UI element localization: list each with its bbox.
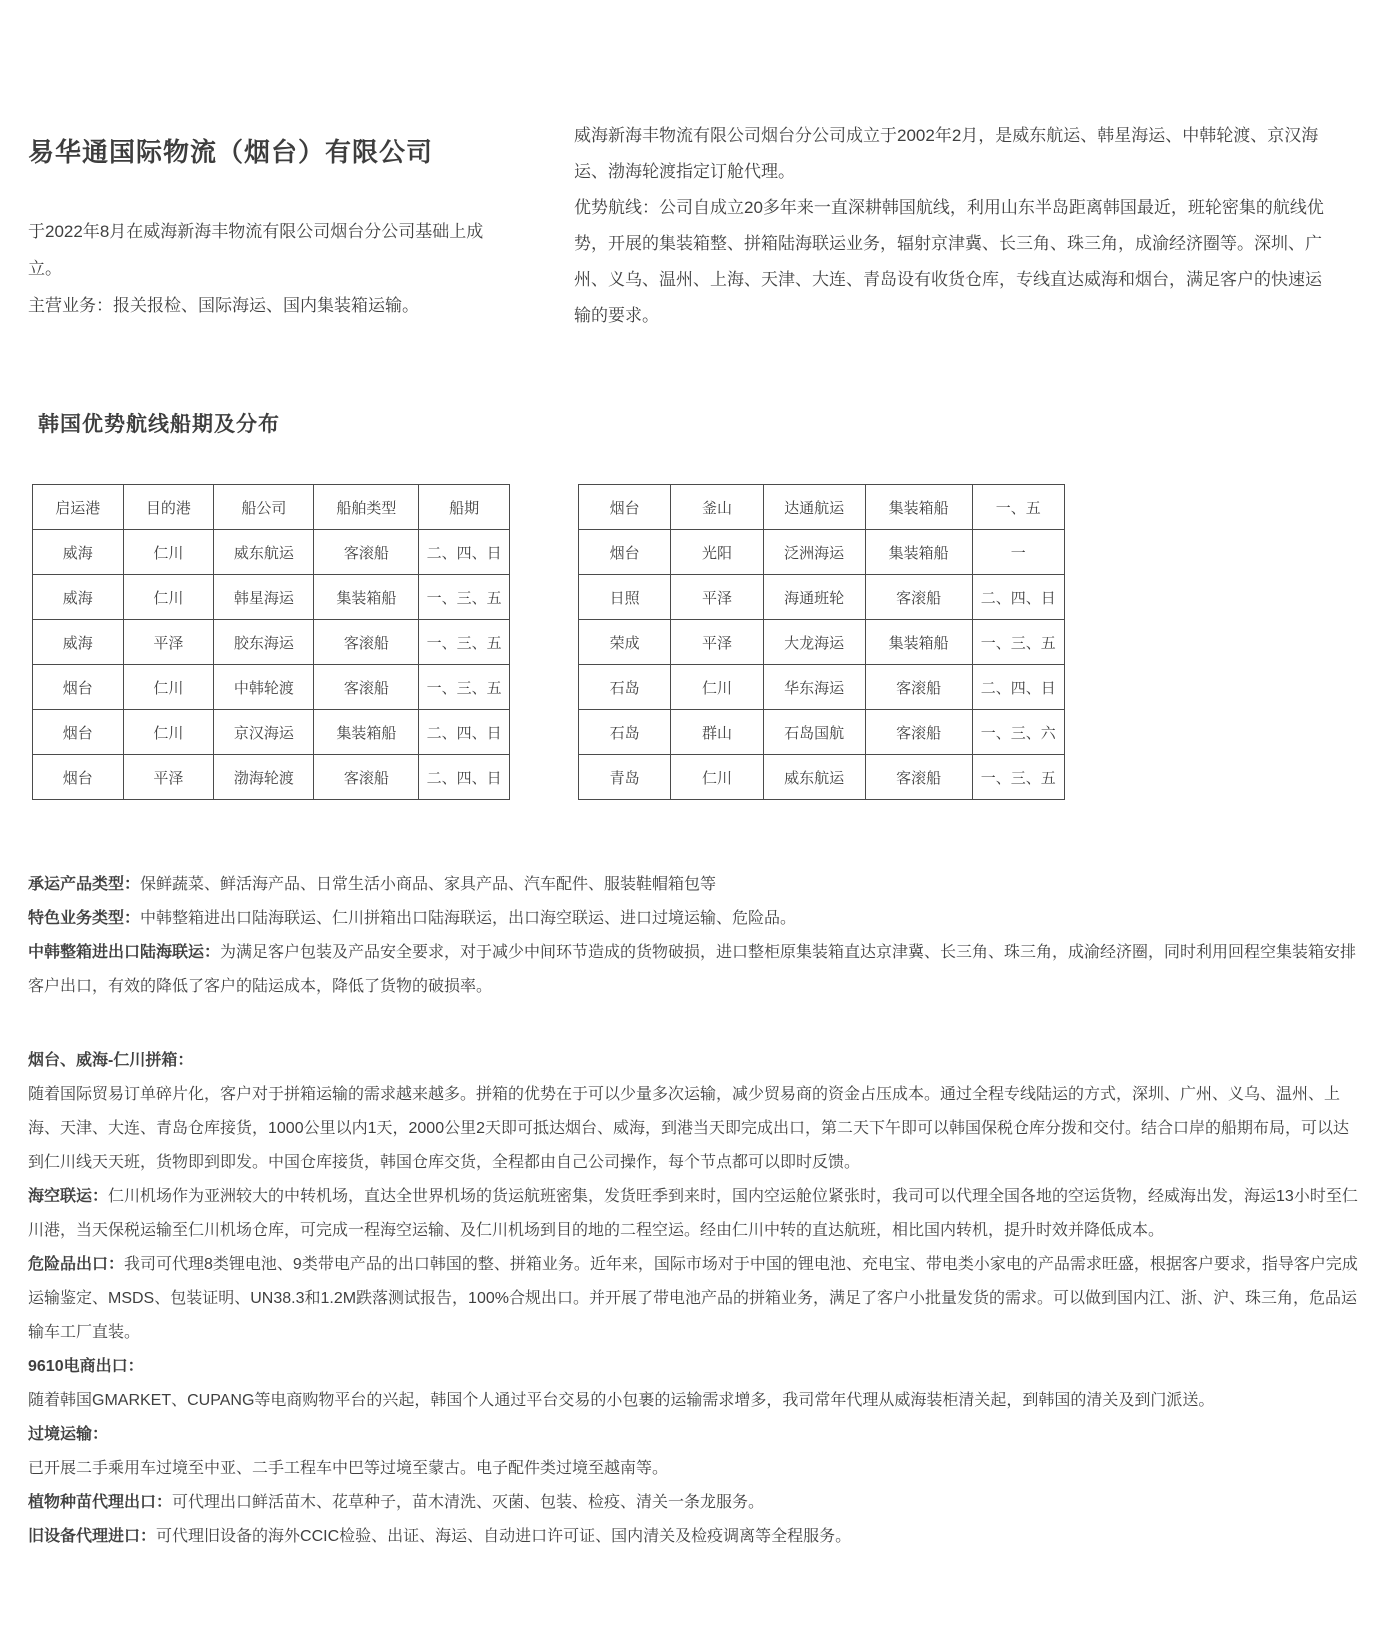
service-paragraph	[28, 868, 1364, 902]
table-cell: 仁川	[123, 530, 214, 575]
service-text: 可代理出口鲜活苗木、花草种子，苗木清洗、灭菌、包装、检疫、清关一条龙服务。	[172, 1494, 765, 1511]
about-paragraph-2: 优势航线：公司自成立20多年来一直深耕韩国航线，利用山东半岛距离韩国最近，班轮密集的航线优势，开展的集装箱整、拼箱陆海联运业务，辐射京津冀、长三角、珠三角，成渝经济圈等。深圳、广州、义乌、温州、上海、天津、大连、青岛设有收货仓库，专线直达威海和烟台，满足客户的快速运输的要求。	[574, 198, 1324, 325]
table-cell: 集装箱船	[865, 620, 972, 665]
table-cell: 烟台	[579, 530, 671, 575]
service-paragraph	[28, 936, 1364, 1004]
service-label: 烟台、威海-仁川拼箱：	[28, 1052, 194, 1069]
table-cell: 达通航运	[763, 485, 865, 530]
table-cell: 二、四、日	[419, 710, 510, 755]
table-row	[579, 620, 1065, 665]
service-text: 我司可代理8类锂电池、9类带电产品的出口韩国的整、拼箱业务。近年来，国际市场对于中国的锂电池、充电宝、带电类小家电的产品需求旺盛，根据客户要求，指导客户完成运输鉴定、MSDS、包装证明、UN38.3和1.2M跌落测试报告，100%合规出口。并开展了带电池产品的拼箱业务，满足了客户小批量发货的需求。可以做到国内江、浙、沪、珠三角，危品运输车工厂直装。	[28, 1256, 1358, 1341]
table-row	[579, 485, 1065, 530]
table-cell: 仁川	[671, 665, 763, 710]
schedule-table-right	[578, 484, 1065, 800]
table-cell: 釜山	[671, 485, 763, 530]
table-cell: 渤海轮渡	[214, 755, 314, 800]
table-row	[579, 710, 1065, 755]
table-cell: 平泽	[123, 620, 214, 665]
service-label: 海空联运：	[28, 1188, 109, 1205]
table-cell: 一、三、五	[419, 575, 510, 620]
table-cell: 烟台	[579, 485, 671, 530]
table-cell: 荣成	[579, 620, 671, 665]
table-cell: 一、五	[972, 485, 1064, 530]
table-cell: 威海	[33, 530, 124, 575]
table-cell: 群山	[671, 710, 763, 755]
table-cell: 一	[972, 530, 1064, 575]
service-text: 中韩整箱进出口陆海联运、仁川拼箱出口陆海联运，出口海空联运、进口过境运输、危险品。	[140, 910, 797, 927]
table-cell: 威海	[33, 575, 124, 620]
table-cell: 威海	[33, 620, 124, 665]
service-paragraph	[28, 1418, 1364, 1452]
table-row	[579, 530, 1065, 575]
table-cell: 集装箱船	[314, 710, 419, 755]
table-cell: 客滚船	[314, 665, 419, 710]
service-label: 旧设备代理进口：	[28, 1528, 157, 1545]
col-header-destination-port: 目的港	[123, 485, 214, 530]
service-label: 危险品出口：	[28, 1256, 125, 1273]
service-label: 承运产品类型：	[28, 876, 141, 893]
service-paragraph	[28, 1044, 1364, 1078]
table-cell: 仁川	[671, 755, 763, 800]
service-label: 植物种苗代理出口：	[28, 1494, 173, 1511]
table-cell: 一、三、五	[419, 665, 510, 710]
table-row	[33, 530, 510, 575]
table-cell: 客滚船	[865, 575, 972, 620]
table-cell: 中韩轮渡	[214, 665, 314, 710]
table-cell: 一、三、五	[972, 755, 1064, 800]
table-cell: 二、四、日	[419, 755, 510, 800]
col-header-departure-port: 启运港	[33, 485, 124, 530]
table-cell: 二、四、日	[419, 530, 510, 575]
table-cell: 集装箱船	[865, 530, 972, 575]
table-row	[33, 620, 510, 665]
table-cell: 平泽	[671, 575, 763, 620]
service-paragraph	[28, 902, 1364, 936]
service-text: 保鲜蔬菜、鲜活海产品、日常生活小商品、家具产品、汽车配件、服装鞋帽箱包等	[140, 876, 717, 893]
table-cell: 仁川	[123, 710, 214, 755]
company-intro-column	[28, 118, 490, 324]
table-cell: 客滚船	[314, 530, 419, 575]
service-text: 随着韩国GMARKET、CUPANG等电商购物平台的兴起，韩国个人通过平台交易的小包裹的运输需求增多，我司常年代理从威海装柜清关起，到韩国的清关及到门派送。	[28, 1392, 1215, 1409]
left-table-body	[33, 530, 510, 800]
table-row	[33, 665, 510, 710]
table-cell: 泛洲海运	[763, 530, 865, 575]
table-cell: 一、三、五	[972, 620, 1064, 665]
service-paragraph	[28, 1452, 1364, 1486]
table-cell: 海通班轮	[763, 575, 865, 620]
table-cell: 韩星海运	[214, 575, 314, 620]
service-paragraph	[28, 1078, 1364, 1180]
about-column	[574, 118, 1334, 334]
page-title: 易华通国际物流（烟台）有限公司	[28, 137, 434, 167]
schedule-table-left	[32, 484, 510, 800]
table-cell: 集装箱船	[865, 485, 972, 530]
table-row	[33, 710, 510, 755]
table-row	[33, 755, 510, 800]
about-paragraph-1: 威海新海丰物流有限公司烟台分公司成立于2002年2月，是威东航运、韩星海运、中韩轮渡、京汉海运、渤海轮渡指定订舱代理。	[574, 126, 1319, 181]
table-cell: 石岛	[579, 710, 671, 755]
table-cell: 威东航运	[763, 755, 865, 800]
service-text: 已开展二手乘用车过境至中亚、二手工程车中巴等过境至蒙古。电子配件类过境至越南等。	[28, 1460, 669, 1477]
table-cell: 客滚船	[314, 620, 419, 665]
table-cell: 青岛	[579, 755, 671, 800]
service-paragraph	[28, 1384, 1364, 1418]
table-cell: 仁川	[123, 665, 214, 710]
service-label: 过境运输：	[28, 1426, 109, 1443]
table-cell: 平泽	[671, 620, 763, 665]
table-row	[33, 575, 510, 620]
service-paragraph	[28, 1180, 1364, 1248]
table-cell: 烟台	[33, 665, 124, 710]
services-list	[28, 868, 1364, 1554]
service-label: 9610电商出口：	[28, 1358, 144, 1375]
service-text: 可代理旧设备的海外CCIC检验、出证、海运、自动进口许可证、国内清关及检疫调离等全程服务。	[156, 1528, 852, 1545]
schedule-tables	[32, 484, 1364, 800]
table-cell: 威东航运	[214, 530, 314, 575]
table-cell: 平泽	[123, 755, 214, 800]
table-cell: 京汉海运	[214, 710, 314, 755]
table-cell: 光阳	[671, 530, 763, 575]
table-cell: 烟台	[33, 710, 124, 755]
service-paragraph	[28, 1350, 1364, 1384]
table-cell: 大龙海运	[763, 620, 865, 665]
col-header-schedule: 船期	[419, 485, 510, 530]
service-paragraph	[28, 1248, 1364, 1350]
table-cell: 仁川	[123, 575, 214, 620]
schedule-heading: 韩国优势航线船期及分布	[38, 413, 280, 436]
table-cell: 一、三、五	[419, 620, 510, 665]
table-cell: 石岛	[579, 665, 671, 710]
table-cell: 集装箱船	[314, 575, 419, 620]
service-paragraph	[28, 1486, 1364, 1520]
company-business-text: 主营业务：报关报检、国际海运、国内集装箱运输。	[28, 296, 419, 315]
table-cell: 烟台	[33, 755, 124, 800]
table-cell: 客滚船	[314, 755, 419, 800]
table-cell: 日照	[579, 575, 671, 620]
table-header-row	[33, 485, 510, 530]
table-cell: 华东海运	[763, 665, 865, 710]
table-cell: 石岛国航	[763, 710, 865, 755]
table-cell: 客滚船	[865, 755, 972, 800]
table-cell: 客滚船	[865, 710, 972, 755]
service-text: 随着国际贸易订单碎片化，客户对于拼箱运输的需求越来越多。拼箱的优势在于可以少量多次运输，减少贸易商的资金占压成本。通过全程专线陆运的方式，深圳、广州、义乌、温州、上海、天津、大连、青岛仓库接货，1000公里以内1天，2000公里2天即可抵达烟台、威海，到港当天即完成出口，第二天下午即可以韩国保税仓库分拨和交付。结合口岸的船期布局，可以达到仁川线天天班，货物即到即发。中国仓库接货，韩国仓库交货，全程都由自己公司操作，每个节点都可以即时反馈。	[28, 1086, 1349, 1171]
table-cell: 客滚船	[865, 665, 972, 710]
table-row	[579, 755, 1065, 800]
table-cell: 二、四、日	[972, 665, 1064, 710]
table-row	[579, 575, 1065, 620]
right-table-body	[579, 485, 1065, 800]
service-text: 为满足客户包装及产品安全要求，对于减少中间环节造成的货物破损，进口整柜原集装箱直达京津冀、长三角、珠三角，成渝经济圈，同时利用回程空集装箱安排客户出口，有效的降低了客户的陆运成本，降低了货物的破损率。	[28, 944, 1357, 995]
table-cell: 一、三、六	[972, 710, 1064, 755]
service-text: 仁川机场作为亚洲较大的中转机场，直达全世界机场的货运航班密集，发货旺季到来时，国内空运舱位紧张时，我司可以代理全国各地的空运货物，经威海出发，海运13小时至仁川港，当天保税运输至仁川机场仓库，可完成一程海空运输、及仁川机场到目的地的二程空运。经由仁川中转的直达航班，相比国内转机，提升时效并降低成本。	[28, 1188, 1358, 1239]
intro-section	[28, 118, 1364, 334]
service-paragraph	[28, 1520, 1364, 1554]
col-header-shipping-company: 船公司	[214, 485, 314, 530]
table-cell: 胶东海运	[214, 620, 314, 665]
table-cell: 二、四、日	[972, 575, 1064, 620]
table-row	[579, 665, 1065, 710]
company-founding-text: 于2022年8月在威海新海丰物流有限公司烟台分公司基础上成立。	[28, 222, 484, 278]
service-label: 特色业务类型：	[28, 910, 141, 927]
col-header-vessel-type: 船舶类型	[314, 485, 419, 530]
service-label: 中韩整箱进出口陆海联运：	[28, 944, 221, 961]
